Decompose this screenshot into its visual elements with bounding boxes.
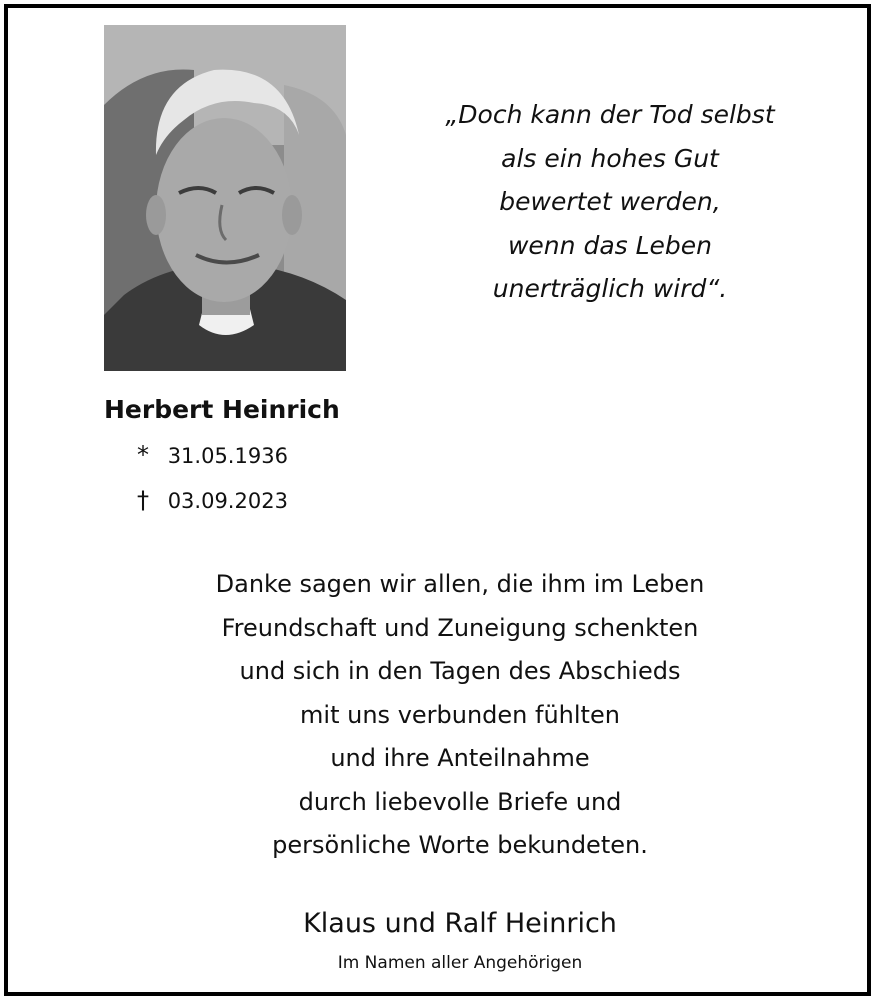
signer-names: Klaus und Ralf Heinrich <box>303 908 617 939</box>
thanks-line: und sich in den Tagen des Abschieds <box>239 657 681 685</box>
portrait-photo <box>104 25 346 371</box>
birth-date: 31.05.1936 <box>167 444 288 468</box>
thanks-text <box>160 563 760 868</box>
thanks-line: und ihre Anteilnahme <box>330 744 590 772</box>
quote-line: wenn das Leben <box>507 230 713 260</box>
quote-line: bewertet werden, <box>499 187 721 216</box>
death-date: 03.09.2023 <box>167 489 288 513</box>
thanks-line: durch liebevolle Briefe und <box>298 787 622 816</box>
quote-block <box>420 93 800 311</box>
signer-subline: Im Namen aller Angehörigen <box>337 953 583 973</box>
quote-line: „Doch kann der Tod selbst <box>445 100 775 129</box>
death-cross-icon: † <box>137 486 149 514</box>
quote-line: unerträglich wird“. <box>492 274 728 303</box>
quote-line: als ein hohes Gut <box>501 143 719 173</box>
deceased-name: Herbert Heinrich <box>104 395 340 424</box>
death-date-row <box>137 485 288 516</box>
thanks-line: mit uns verbunden fühlten <box>300 700 620 729</box>
birth-star-icon: * <box>137 441 149 469</box>
thanks-line: Freundschaft und Zuneigung schenkten <box>221 613 699 642</box>
thanks-line: Danke sagen wir allen, die ihm im Leben <box>215 570 705 598</box>
birth-date-row <box>137 440 288 471</box>
thanks-line: persönliche Worte bekundeten. <box>272 831 648 859</box>
portrait-photo-icon <box>104 25 346 371</box>
